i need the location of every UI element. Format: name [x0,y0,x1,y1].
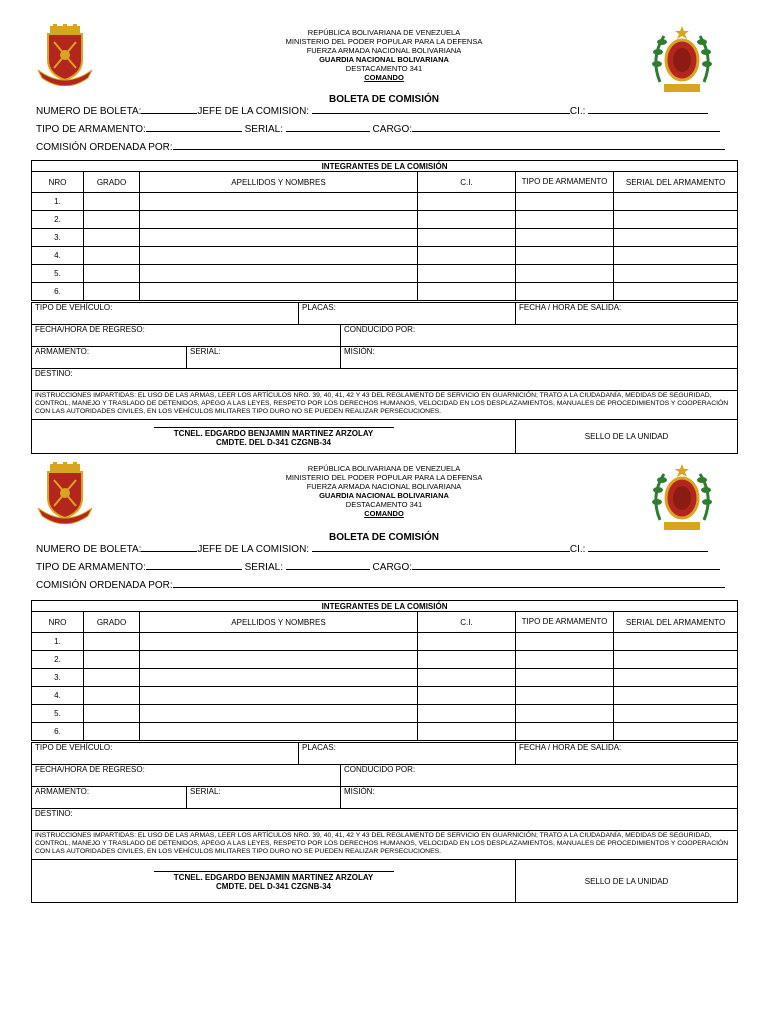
col-header: APELLIDOS Y NOMBRES [140,612,418,633]
tipo-armamento-field[interactable] [146,560,242,570]
serial-cell[interactable]: SERIAL: [187,787,341,809]
destino-cell[interactable]: DESTINO: [32,809,738,831]
info-row [32,369,738,391]
table-heading-row [32,601,738,612]
ci-cell[interactable] [418,283,516,301]
tipo-vehiculo-cell[interactable]: TIPO DE VEHÍCULO: [32,303,299,325]
members-table [31,160,738,301]
signature-row [32,420,738,454]
info-row [32,809,738,831]
placas-cell[interactable]: PLACAS: [299,743,516,765]
serial-cell[interactable] [614,651,738,669]
field-row-boleta [36,542,726,556]
serial-cell[interactable] [614,669,738,687]
serial-field[interactable] [286,122,370,132]
signature-line [154,427,394,428]
table-row [32,651,738,669]
info-row [32,787,738,809]
row-number: 5. [32,265,84,283]
instructions-text: INSTRUCCIONES IMPARTIDAS: EL USO DE LAS ARMAS, LEER LOS ARTÍCULOS NRO. 39, 40, 41, 42 Y 43 DEL REGLAMENTO DE SERVICIO EN GUARNICIÓN; TRATO A LA CIUDADANÍA, MEDIDAS DE SEGURIDAD, CONTROL, MANEJO Y TRASLADO DE DETENIDOS, APEGO A LAS LEYES, RESPETO POR LOS DERECHOS HUMANOS, VELOCIDAD EN LOS DESPLAZAMIENTOS, MANUALES DE PROCEDIMIENTOS Y COOPERACIÓN CON LAS AUTORIDADES CIVILES, EN LOS VEHÍCULOS MILITARES TIPO DURO NO SE PUEDEN REALIZAR PERSECUCIONES. [32,391,738,420]
serial-cell[interactable] [614,265,738,283]
nombres-cell[interactable] [140,229,418,247]
info-row [32,325,738,347]
boleta-form-1 [0,24,768,464]
tipo-armamento-field[interactable] [146,122,242,132]
ci-label: CI.: [569,106,586,117]
fecha-regreso-cell[interactable]: FECHA/HORA DE REGRESO: [32,325,341,347]
header-line-6: COMANDO [364,73,404,82]
header-line-1: REPÚBLICA BOLIVARIANA DE VENEZUELA [307,464,461,473]
col-header: GRADO [84,172,140,193]
ci-cell[interactable] [418,229,516,247]
boleta-form-2 [0,462,768,902]
tipo-armamento-cell[interactable] [516,669,614,687]
cargo-label: CARGO: [372,562,412,573]
table-row [32,211,738,229]
tipo-armamento-cell[interactable] [516,723,614,741]
vehicle-info-table [31,742,738,903]
grado-cell[interactable] [84,211,140,229]
cargo-field[interactable] [412,560,720,570]
tipo-armamento-label: TIPO DE ARMAMENTO: [36,562,146,573]
jefe-label: JEFE DE LA COMISION: [197,544,310,555]
fecha-regreso-cell[interactable]: FECHA/HORA DE REGRESO: [32,765,341,787]
conducido-cell[interactable]: CONDUCIDO POR: [341,765,738,787]
ci-cell[interactable] [418,633,516,651]
tipo-armamento-label: TIPO DE ARMAMENTO: [36,124,146,135]
nombres-cell[interactable] [140,651,418,669]
table-row [32,669,738,687]
nombres-cell[interactable] [140,669,418,687]
jefe-label: JEFE DE LA COMISION: [197,106,310,117]
serial-cell[interactable] [614,193,738,211]
header-line-3: FUERZA ARMADA NACIONAL BOLIVARIANA [306,482,462,491]
form-title: BOLETA DE COMISIÓN [329,532,439,543]
ci-field[interactable] [588,104,708,114]
col-header: C.I. [418,612,516,633]
ci-cell[interactable] [418,687,516,705]
table-row [32,633,738,651]
destino-cell[interactable]: DESTINO: [32,369,738,391]
mision-cell[interactable]: MISIÓN: [341,347,738,369]
col-header: SERIAL DEL ARMAMENTO [614,172,738,193]
comision-label: COMISIÓN ORDENADA POR: [36,580,173,591]
signer-title: CMDTE. DEL D-341 CZGNB-34 [216,437,331,447]
table-row [32,723,738,741]
row-number: 5. [32,705,84,723]
serial-cell[interactable] [614,633,738,651]
header-line-3: FUERZA ARMADA NACIONAL BOLIVARIANA [306,46,462,55]
nombres-cell[interactable] [140,633,418,651]
col-header: SERIAL DEL ARMAMENTO [614,612,738,633]
grado-cell[interactable] [84,705,140,723]
mision-cell[interactable]: MISIÓN: [341,787,738,809]
table-row [32,283,738,301]
row-number: 1. [32,633,84,651]
nombres-cell[interactable] [140,247,418,265]
header-line-4: GUARDIA NACIONAL BOLIVARIANA [319,491,449,500]
row-number: 2. [32,651,84,669]
row-number: 6. [32,723,84,741]
header-line-2: MINISTERIO DEL PODER POPULAR PARA LA DEFENSA [285,37,483,46]
ci-label: CI.: [569,544,586,555]
nombres-cell[interactable] [140,723,418,741]
numero-boleta-field[interactable] [141,104,197,114]
header-line-4: GUARDIA NACIONAL BOLIVARIANA [319,55,449,64]
grado-cell[interactable] [84,723,140,741]
header-line-5: DESTACAMENTO 341 [345,64,423,73]
tipo-armamento-cell[interactable] [516,265,614,283]
col-header: TIPO DE ARMAMENTO [516,612,614,633]
tipo-armamento-cell[interactable] [516,229,614,247]
serial-label: SERIAL: [244,124,283,135]
table-row [32,247,738,265]
table-heading: INTEGRANTES DE LA COMISIÓN [32,161,738,172]
serial-cell[interactable] [614,247,738,265]
ci-cell[interactable] [418,211,516,229]
fecha-salida-cell[interactable]: FECHA / HORA DE SALIDA: [516,743,738,765]
row-number: 2. [32,211,84,229]
nombres-cell[interactable] [140,265,418,283]
col-header: NRO [32,172,84,193]
tipo-armamento-cell[interactable] [516,247,614,265]
table-row [32,193,738,211]
ci-cell[interactable] [418,247,516,265]
grado-cell[interactable] [84,193,140,211]
table-header-row [32,612,738,633]
grado-cell[interactable] [84,265,140,283]
grado-cell[interactable] [84,633,140,651]
tipo-armamento-cell[interactable] [516,687,614,705]
info-row [32,303,738,325]
tipo-armamento-cell[interactable] [516,283,614,301]
ci-cell[interactable] [418,705,516,723]
cargo-field[interactable] [412,122,720,132]
info-row [32,743,738,765]
field-row-boleta [36,104,726,118]
field-row-armamento [36,122,726,136]
tipo-armamento-cell[interactable] [516,211,614,229]
row-number: 6. [32,283,84,301]
signature-row [32,860,738,903]
col-header: GRADO [84,612,140,633]
ci-cell[interactable] [418,193,516,211]
row-number: 4. [32,247,84,265]
signature-block [32,420,516,454]
comision-field[interactable] [173,578,725,588]
signer-title: CMDTE. DEL D-341 CZGNB-34 [216,882,331,891]
ci-cell[interactable] [418,265,516,283]
row-number: 1. [32,193,84,211]
jefe-field[interactable] [312,542,570,552]
grado-cell[interactable] [84,247,140,265]
col-header: NRO [32,612,84,633]
comision-field[interactable] [173,140,725,150]
fecha-salida-cell[interactable]: FECHA / HORA DE SALIDA: [516,303,738,325]
grado-cell[interactable] [84,687,140,705]
table-header-row [32,172,738,193]
serial-cell[interactable]: SERIAL: [187,347,341,369]
col-header: C.I. [418,172,516,193]
grado-cell[interactable] [84,669,140,687]
field-row-comision [36,578,726,592]
armamento-cell[interactable]: ARMAMENTO: [32,347,187,369]
serial-cell[interactable] [614,211,738,229]
field-row-armamento [36,560,726,574]
vehicle-info-table [31,302,738,454]
header-line-2: MINISTERIO DEL PODER POPULAR PARA LA DEFENSA [285,473,483,482]
header-line-5: DESTACAMENTO 341 [345,500,423,509]
serial-cell[interactable] [614,687,738,705]
placas-cell[interactable]: PLACAS: [299,303,516,325]
grado-cell[interactable] [84,283,140,301]
nombres-cell[interactable] [140,193,418,211]
numero-boleta-label: NUMERO DE BOLETA: [36,106,142,117]
numero-boleta-label: NUMERO DE BOLETA: [36,544,142,555]
row-number: 3. [32,669,84,687]
row-number: 4. [32,687,84,705]
serial-field[interactable] [286,560,370,570]
info-row [32,347,738,369]
signer-name: TCNEL. EDGARDO BENJAMIN MARTINEZ ARZOLAY [173,873,374,882]
cargo-label: CARGO: [372,124,412,135]
serial-cell[interactable] [614,283,738,301]
tipo-armamento-cell[interactable] [516,193,614,211]
serial-label: SERIAL: [244,562,283,573]
table-row [32,687,738,705]
ci-cell[interactable] [418,651,516,669]
info-row [32,765,738,787]
table-row [32,265,738,283]
nombres-cell[interactable] [140,687,418,705]
grado-cell[interactable] [84,229,140,247]
table-row [32,705,738,723]
header-line-6: COMANDO [364,509,404,518]
col-header: APELLIDOS Y NOMBRES [140,172,418,193]
form-title: BOLETA DE COMISIÓN [329,94,439,105]
ci-cell[interactable] [418,723,516,741]
info-row [32,391,738,420]
info-row [32,831,738,860]
ci-field[interactable] [588,542,708,552]
instructions-text: INSTRUCCIONES IMPARTIDAS: EL USO DE LAS ARMAS, LEER LOS ARTÍCULOS NRO. 39, 40, 41, 42 Y 43 DEL REGLAMENTO DE SERVICIO EN GUARNICIÓN; TRATO A LA CIUDADANÍA, MEDIDAS DE SEGURIDAD, CONTROL, MANEJO Y TRASLADO DE DETENIDOS, APEGO A LAS LEYES, RESPETO POR LOS DERECHOS HUMANOS, VELOCIDAD EN LOS DESPLAZAMIENTOS, MANUALES DE PROCEDIMIENTOS Y COOPERACIÓN CON LAS AUTORIDADES CIVILES, EN LOS VEHÍCULOS MILITARES TIPO DURO NO SE PUEDEN REALIZAR PERSECUCIONES. [32,831,738,860]
field-row-comision [36,140,726,154]
serial-cell[interactable] [614,229,738,247]
nombres-cell[interactable] [140,283,418,301]
nombres-cell[interactable] [140,705,418,723]
ci-cell[interactable] [418,669,516,687]
tipo-armamento-cell[interactable] [516,651,614,669]
members-table [31,600,738,741]
comision-label: COMISIÓN ORDENADA POR: [36,142,173,153]
conducido-cell[interactable]: CONDUCIDO POR: [341,325,738,347]
header-line-1: REPÚBLICA BOLIVARIANA DE VENEZUELA [307,28,461,37]
grado-cell[interactable] [84,651,140,669]
nombres-cell[interactable] [140,211,418,229]
tipo-armamento-cell[interactable] [516,633,614,651]
jefe-field[interactable] [312,104,570,114]
signature-block [32,860,516,903]
serial-cell[interactable] [614,705,738,723]
laurel-seal-emblem [646,24,718,96]
tipo-vehiculo-cell[interactable]: TIPO DE VEHÍCULO: [32,743,299,765]
tipo-armamento-cell[interactable] [516,705,614,723]
signer-name: TCNEL. EDGARDO BENJAMIN MARTINEZ ARZOLAY [173,428,374,438]
table-row [32,229,738,247]
unit-seal-cell: SELLO DE LA UNIDAD [516,860,738,903]
armamento-cell[interactable]: ARMAMENTO: [32,787,187,809]
table-heading: INTEGRANTES DE LA COMISIÓN [32,601,738,612]
laurel-seal-emblem [646,462,718,534]
col-header: TIPO DE ARMAMENTO [516,172,614,193]
signature-line [154,871,394,872]
table-heading-row [32,161,738,172]
unit-seal-cell: SELLO DE LA UNIDAD [516,420,738,454]
numero-boleta-field[interactable] [141,542,197,552]
serial-cell[interactable] [614,723,738,741]
row-number: 3. [32,229,84,247]
